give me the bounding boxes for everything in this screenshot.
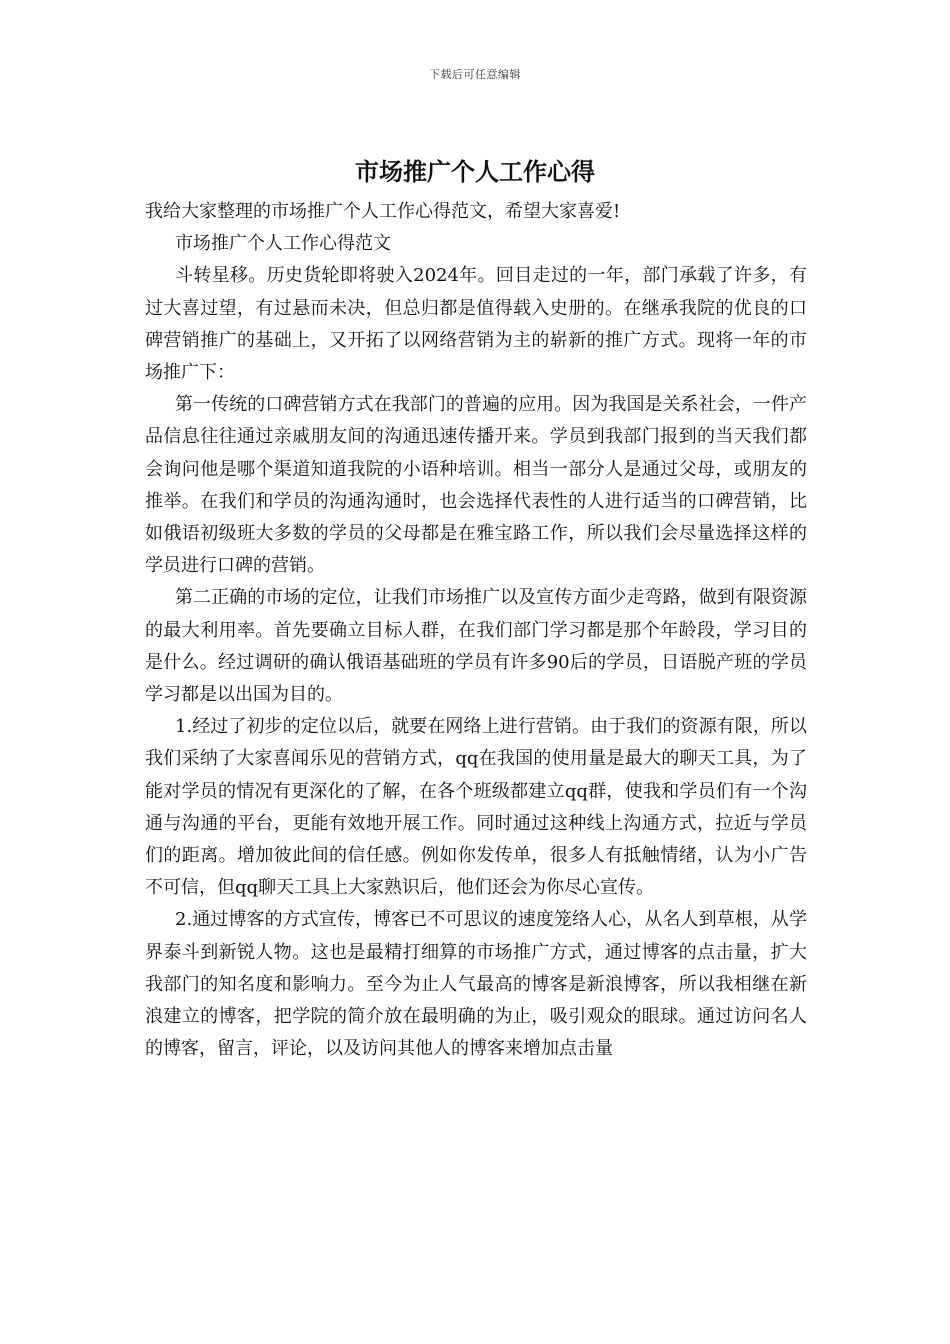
intro-paragraph: 我给大家整理的市场推广个人工作心得范文，希望大家喜爱! — [145, 201, 621, 222]
body-paragraph: 2.通过博客的方式宣传，博客已不可思议的速度笼络人心，从名人到草根，从学界泰斗到新锐人物。这也是最精打细算的市场推广方式，通过博客的点击量，扩大我部门的知名度和影响力。至今为止人气最高的博客是新浪博客，所以我相继在新浪建立的博客，把学院的简介放在最明确的为止，吸引观众的眼球。通过访问名人的博客，留言，评论，以及访问其他人的博客来增加点击量 — [145, 909, 807, 1060]
section-heading: 市场推广个人工作心得范文 — [175, 233, 391, 255]
page-header-note: 下载后可任意编辑 — [429, 68, 521, 81]
body-paragraph: 第二正确的市场的定位，让我们市场推广以及宣传方面少走弯路，做到有限资源的最大利用率。首先要确立目标人群，在我们部门学习都是那个年龄段，学习目的是什么。经过调研的确认俄语基础班的学员有许多90后的学员，日语脱产班的学员学习都是以出国为目的。 — [145, 587, 807, 706]
body-paragraph: 斗转星移。历史货轮即将驶入2024年。回目走过的一年，部门承载了许多，有过大喜过望，有过悬而未决，但总归都是值得载入史册的。在继承我院的优良的口碑营销推广的基础上，又开拓了以网络营销为主的崭新的推广方式。现将一年的市场推广下： — [145, 265, 807, 384]
body-paragraph: 1.经过了初步的定位以后，就要在网络上进行营销。由于我们的资源有限，所以我们采纳了大家喜闻乐见的营销方式，qq在我国的使用量是最大的聊天工具，为了能对学员的情况有更深化的了解，在各个班级都建立qq群，使我和学员们有一个沟通与沟通的平台，更能有效地开展工作。同时通过这种线上沟通方式，拉近与学员们的距离。增加彼此间的信任感。例如你发传单，很多人有抵触情绪，认为小广告不可信，但qq聊天工具上大家熟识后，他们还会为你尽心宣传。 — [145, 716, 807, 899]
body-paragraph: 第一传统的口碑营销方式在我部门的普遍的应用。因为我国是关系社会，一件产品信息往往通过亲戚朋友间的沟通迅速传播开来。学员到我部门报到的当天我们都会询问他是哪个渠道知道我院的小语种培训。相当一部分人是通过父母，或朋友的推举。在我们和学员的沟通沟通时，也会选择代表性的人进行适当的口碑营销，比如俄语初级班大多数的学员的父母都是在雅宝路工作，所以我们会尽量选择这样的学员进行口碑的营销。 — [145, 394, 807, 577]
document-body — [145, 196, 807, 1065]
document-title: 市场推广个人工作心得 — [355, 157, 595, 186]
